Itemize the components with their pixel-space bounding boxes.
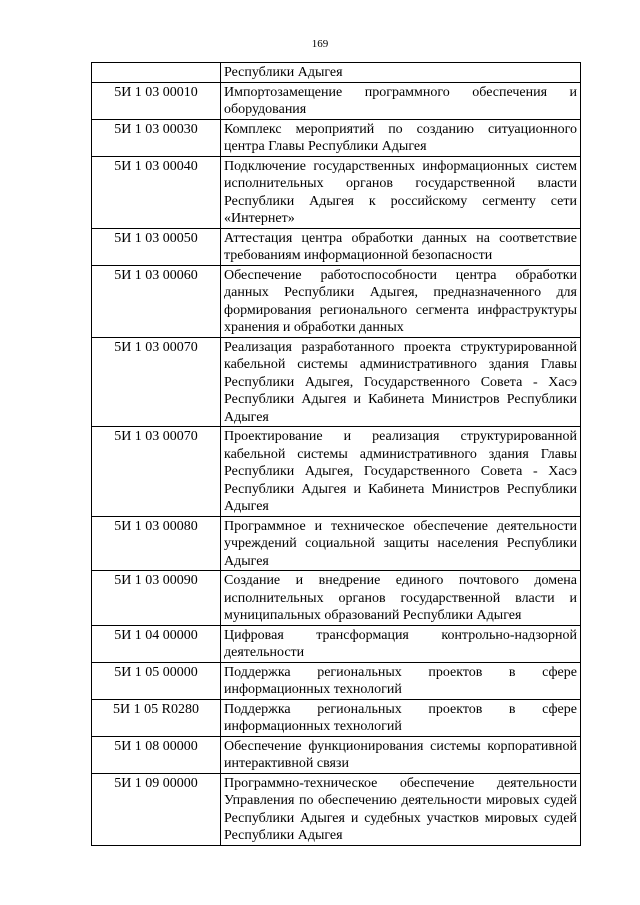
row-name-cell: Обеспечение работоспособности центра обработки данных Республики Адыгея, предназначенного для формирования регионального сегмента инфраструктуры хранения и обработки данных: [221, 265, 581, 337]
row-code-cell: 5И 1 05 R0280: [92, 699, 221, 736]
table-row: [92, 265, 581, 337]
table-row: [92, 571, 581, 626]
row-name-cell: Поддержка региональных проектов в сфере информационных технологий: [221, 662, 581, 699]
table-row: [92, 228, 581, 265]
row-name-cell: Подключение государственных информационных систем исполнительных органов государственной власти Республики Адыгея к российскому сегменту сети «Интернет»: [221, 156, 581, 228]
row-code-cell: 5И 1 03 00010: [92, 82, 221, 119]
table-row: [92, 63, 581, 83]
row-code-cell: 5И 1 03 00050: [92, 228, 221, 265]
table-row: [92, 156, 581, 228]
row-code-cell: 5И 1 03 00070: [92, 427, 221, 517]
table-row: [92, 699, 581, 736]
row-name-cell: Реализация разработанного проекта структурированной кабельной системы административного здания Главы Республики Адыгея, Государственного Совета - Хасэ Республики Адыгея и Кабинета Министров Республики Адыгея: [221, 337, 581, 427]
table-row: [92, 337, 581, 427]
row-name-cell: Обеспечение функционирования системы корпоративной интерактивной связи: [221, 736, 581, 773]
table-row: [92, 82, 581, 119]
table-row: [92, 427, 581, 517]
row-code-cell: 5И 1 03 00060: [92, 265, 221, 337]
row-name-cell: Импортозамещение программного обеспечения и оборудования: [221, 82, 581, 119]
row-code-cell: 5И 1 04 00000: [92, 625, 221, 662]
row-code-cell: [92, 63, 221, 83]
table-row: [92, 736, 581, 773]
table-body: [92, 63, 581, 846]
row-name-cell: Создание и внедрение единого почтового домена исполнительных органов государственной власти и муниципальных образований Республики Адыгея: [221, 571, 581, 626]
row-code-cell: 5И 1 03 00040: [92, 156, 221, 228]
table-row: [92, 119, 581, 156]
row-code-cell: 5И 1 05 00000: [92, 662, 221, 699]
row-name-cell: Цифровая трансформация контрольно-надзорной деятельности: [221, 625, 581, 662]
page-number: 169: [311, 38, 329, 50]
row-name-cell: Аттестация центра обработки данных на соответствие требованиям информационной безопасности: [221, 228, 581, 265]
budget-classification-table: [91, 62, 581, 846]
row-name-cell: Программное и техническое обеспечение деятельности учреждений социальной защиты населения Республики Адыгея: [221, 516, 581, 571]
row-code-cell: 5И 1 03 00070: [92, 337, 221, 427]
row-code-cell: 5И 1 09 00000: [92, 773, 221, 845]
row-name-cell: Республики Адыгея: [221, 63, 581, 83]
row-name-cell: Комплекс мероприятий по созданию ситуационного центра Главы Республики Адыгея: [221, 119, 581, 156]
row-name-cell: Поддержка региональных проектов в сфере информационных технологий: [221, 699, 581, 736]
row-name-cell: Программно-техническое обеспечение деятельности Управления по обеспечению деятельности мировых судей Республики Адыгея и судебных участков мировых судей Республики Адыгея: [221, 773, 581, 845]
table-row: [92, 516, 581, 571]
table-row: [92, 625, 581, 662]
row-name-cell: Проектирование и реализация структурированной кабельной системы административного здания Главы Республики Адыгея, Государственного Совета - Хасэ Республики Адыгея и Кабинета Министров Республики Адыгея: [221, 427, 581, 517]
table-row: [92, 773, 581, 845]
table-row: [92, 662, 581, 699]
row-code-cell: 5И 1 08 00000: [92, 736, 221, 773]
row-code-cell: 5И 1 03 00030: [92, 119, 221, 156]
row-code-cell: 5И 1 03 00080: [92, 516, 221, 571]
row-code-cell: 5И 1 03 00090: [92, 571, 221, 626]
